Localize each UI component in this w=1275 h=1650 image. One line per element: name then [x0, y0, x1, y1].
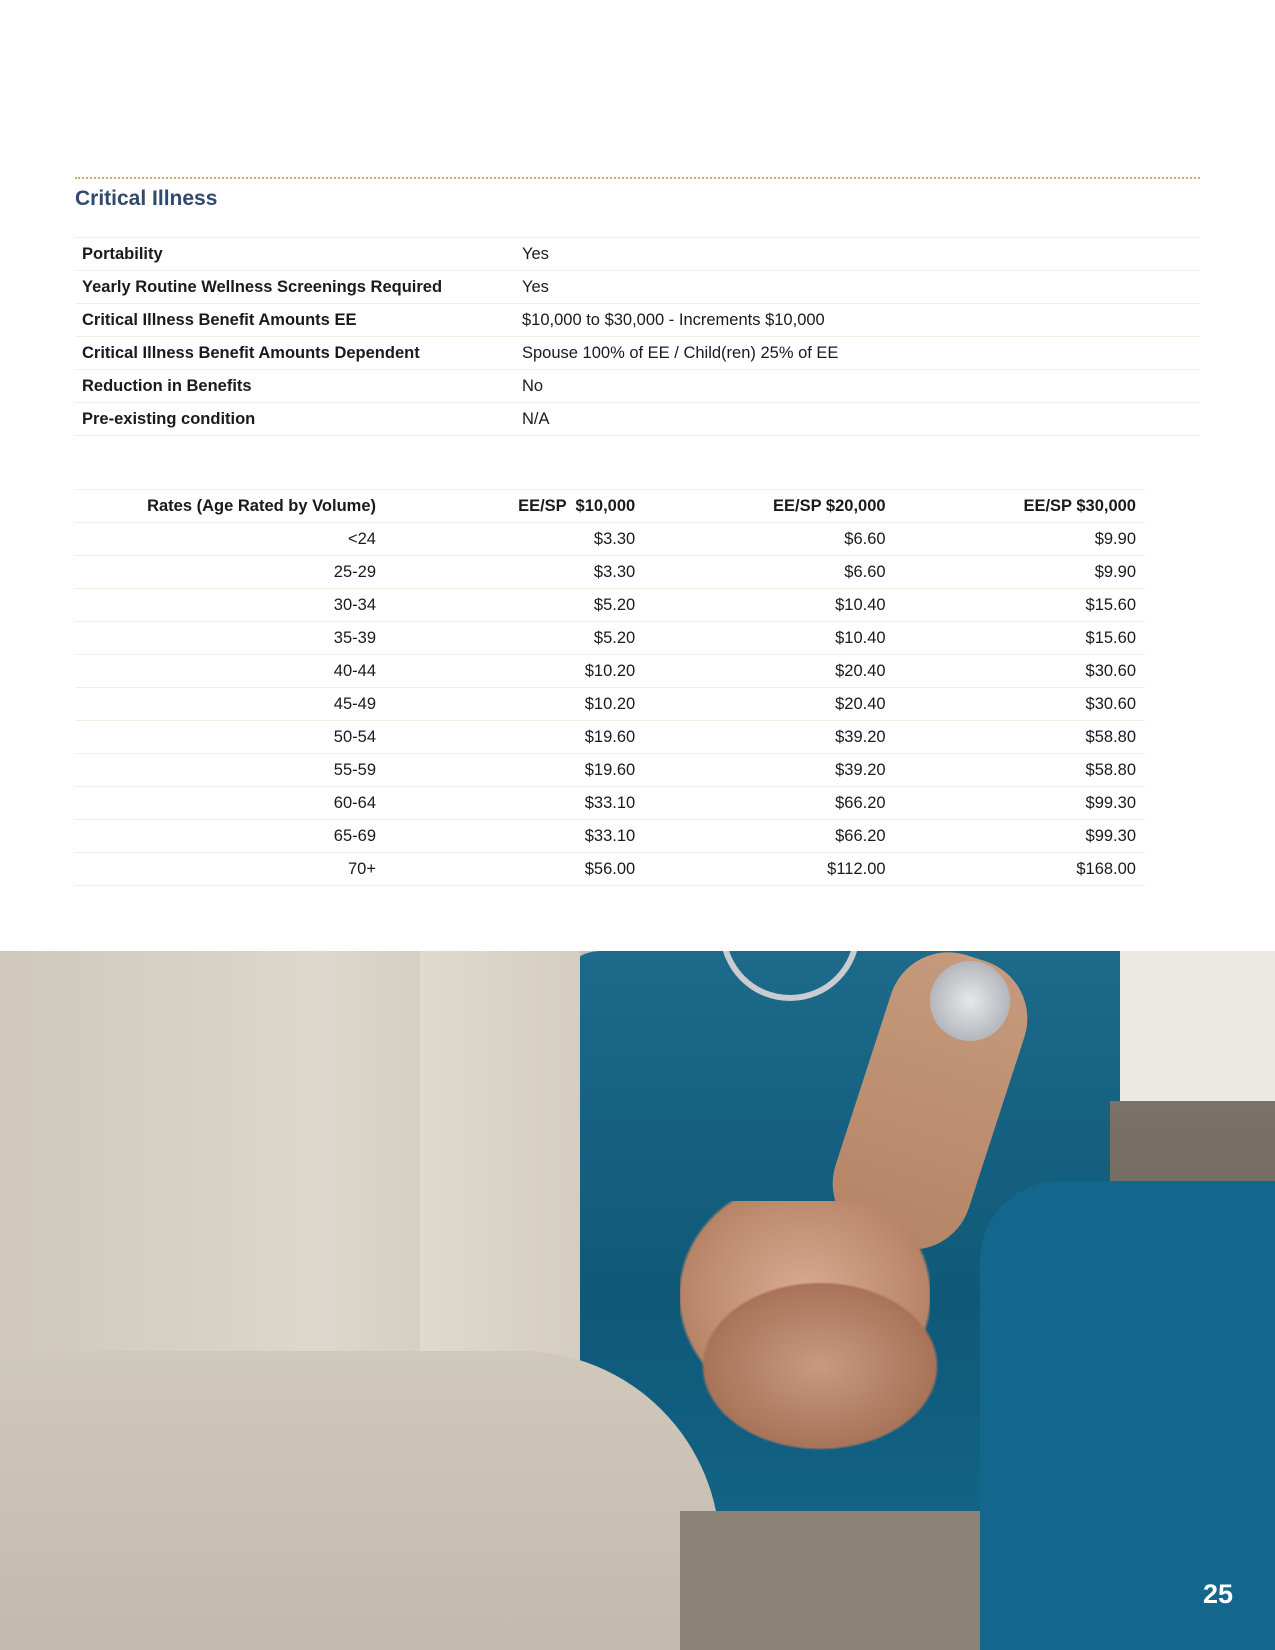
rate-cell: $58.80 — [895, 721, 1145, 754]
age-band-cell: 60-64 — [75, 787, 385, 820]
rate-cell: $30.60 — [895, 688, 1145, 721]
table-row — [75, 853, 1145, 886]
info-value: Yes — [515, 271, 1200, 304]
table-row — [75, 589, 1145, 622]
column-header: EE/SP $30,000 — [895, 490, 1145, 523]
age-band-cell: 45-49 — [75, 688, 385, 721]
table-row — [75, 820, 1145, 853]
table-row — [75, 787, 1145, 820]
info-row — [75, 271, 1200, 304]
rate-cell: $20.40 — [644, 655, 894, 688]
rate-cell: $10.20 — [385, 688, 644, 721]
age-band-cell: 55-59 — [75, 754, 385, 787]
rate-cell: $66.20 — [644, 787, 894, 820]
info-row — [75, 370, 1200, 403]
info-row — [75, 337, 1200, 370]
info-row — [75, 403, 1200, 436]
info-row — [75, 304, 1200, 337]
table-row — [75, 721, 1145, 754]
info-value: $10,000 to $30,000 - Increments $10,000 — [515, 304, 1200, 337]
rate-cell: $5.20 — [385, 589, 644, 622]
rate-cell: $15.60 — [895, 589, 1145, 622]
rate-cell: $19.60 — [385, 721, 644, 754]
info-value: N/A — [515, 403, 1200, 436]
table-row — [75, 556, 1145, 589]
info-value: No — [515, 370, 1200, 403]
rate-cell: $33.10 — [385, 820, 644, 853]
rate-cell: $20.40 — [644, 688, 894, 721]
rate-cell: $39.20 — [644, 754, 894, 787]
column-header: Rates (Age Rated by Volume) — [75, 490, 385, 523]
table-row — [75, 655, 1145, 688]
rate-cell: $39.20 — [644, 721, 894, 754]
dotted-divider — [75, 177, 1200, 179]
table-row — [75, 754, 1145, 787]
info-label: Yearly Routine Wellness Screenings Required — [75, 271, 515, 304]
rate-cell: $3.30 — [385, 523, 644, 556]
rate-cell: $112.00 — [644, 853, 894, 886]
caregiver-holding-hands-photo — [0, 951, 1275, 1650]
age-band-cell: <24 — [75, 523, 385, 556]
plan-details-table — [75, 237, 1200, 436]
rate-cell: $99.30 — [895, 787, 1145, 820]
rate-cell: $3.30 — [385, 556, 644, 589]
table-row — [75, 688, 1145, 721]
rate-cell: $33.10 — [385, 787, 644, 820]
age-band-cell: 35-39 — [75, 622, 385, 655]
info-label: Critical Illness Benefit Amounts EE — [75, 304, 515, 337]
rate-cell: $9.90 — [895, 556, 1145, 589]
rate-cell: $19.60 — [385, 754, 644, 787]
rates-table — [75, 489, 1145, 886]
rate-cell: $10.40 — [644, 622, 894, 655]
info-label: Portability — [75, 238, 515, 271]
rate-cell: $6.60 — [644, 556, 894, 589]
info-label: Pre-existing condition — [75, 403, 515, 436]
age-band-cell: 30-34 — [75, 589, 385, 622]
rate-cell: $30.60 — [895, 655, 1145, 688]
age-band-cell: 50-54 — [75, 721, 385, 754]
rate-cell: $10.40 — [644, 589, 894, 622]
info-value: Yes — [515, 238, 1200, 271]
table-row — [75, 523, 1145, 556]
section-title: Critical Illness — [75, 187, 218, 210]
rate-cell: $56.00 — [385, 853, 644, 886]
info-value: Spouse 100% of EE / Child(ren) 25% of EE — [515, 337, 1200, 370]
rate-cell: $99.30 — [895, 820, 1145, 853]
rate-cell: $168.00 — [895, 853, 1145, 886]
info-label: Critical Illness Benefit Amounts Dependent — [75, 337, 515, 370]
rate-cell: $6.60 — [644, 523, 894, 556]
column-header: EE/SP $10,000 — [385, 490, 644, 523]
age-band-cell: 70+ — [75, 853, 385, 886]
rate-cell: $9.90 — [895, 523, 1145, 556]
page-number: 25 — [1202, 1579, 1233, 1609]
table-row — [75, 622, 1145, 655]
age-band-cell: 40-44 — [75, 655, 385, 688]
age-band-cell: 65-69 — [75, 820, 385, 853]
column-header: EE/SP $20,000 — [644, 490, 894, 523]
rate-cell: $66.20 — [644, 820, 894, 853]
info-label: Reduction in Benefits — [75, 370, 515, 403]
rate-cell: $15.60 — [895, 622, 1145, 655]
rate-cell: $10.20 — [385, 655, 644, 688]
info-row — [75, 238, 1200, 271]
rate-cell: $58.80 — [895, 754, 1145, 787]
rate-cell: $5.20 — [385, 622, 644, 655]
age-band-cell: 25-29 — [75, 556, 385, 589]
